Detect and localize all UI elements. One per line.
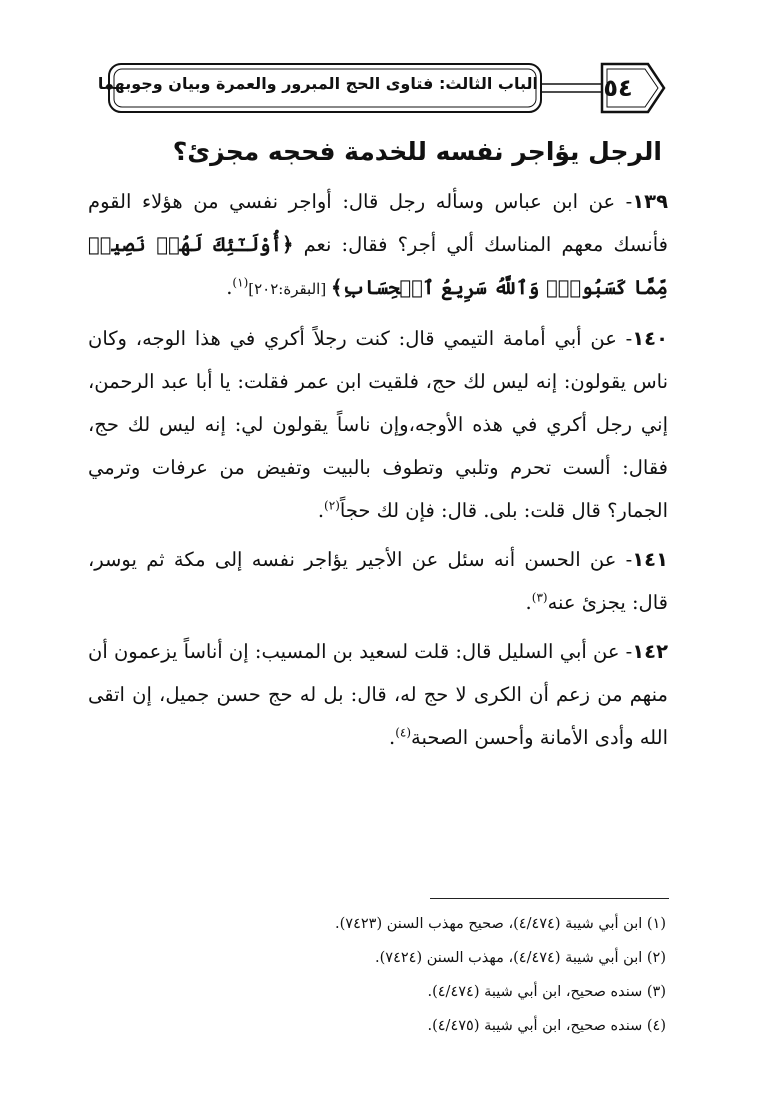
paragraph-end: . <box>388 726 396 749</box>
hadith-number: ١٣٩ <box>632 190 668 213</box>
paragraph-139 <box>88 180 668 311</box>
page-header <box>97 58 668 118</box>
quran-verse: ﴿أُوْلَـٰٓئِكَ لَهُمۡ نَصِيبٞ مِّمَّا كَسَبُواْۚ وَٱللَّهُ سَرِيعُ ٱلۡحِسَابِ﴾ <box>88 233 668 299</box>
paragraph-end: . <box>226 276 233 299</box>
hadith-number: ١٤٢ <box>632 640 668 663</box>
paragraph-140 <box>88 317 668 532</box>
main-content <box>88 128 668 765</box>
footnote-marker: (٤) <box>395 725 412 740</box>
paragraph-end: . <box>317 499 325 522</box>
footnote-1: (١) ابن أبي شيبة (٤/٤٧٤)، صحيح مهذب السنن (٧٤٢٣). <box>335 916 666 932</box>
footnote-divider <box>430 898 669 899</box>
paragraph-142 <box>88 630 668 759</box>
hadith-number: ١٤٠ <box>632 327 668 350</box>
verse-reference: [البقرة:٢٠٢] <box>248 280 331 298</box>
paragraph-end: . <box>525 591 532 614</box>
page-number: ٥٤ <box>603 74 633 102</box>
footnote-marker: (١) <box>232 275 249 290</box>
footnote-2: (٢) ابن أبي شيبة (٤/٤٧٤)، مهذب السنن (٧٤٢٤). <box>375 950 666 966</box>
footnotes <box>88 907 668 1043</box>
paragraph-text: - عن ابن عباس وسأله رجل قال: أواجر نفسي من هؤلاء القوم فأنسك معهم المناسك ألي أجر؟ فقال: نعم <box>88 190 668 256</box>
hadith-number: ١٤١ <box>632 548 668 571</box>
paragraph-141 <box>88 538 668 624</box>
chapter-title: الباب الثالث: فتاوى الحج المبرور والعمرة وبيان وجوبهما <box>97 74 538 93</box>
paragraph-text: - عن أبي السليل قال: قلت لسعيد بن المسيب: إن أناساً يزعمون أن منهم من زعم أن الكرى لا حج له، قال: بل له حج حسن جميل، إن اتقى الله وأدى الأمانة وأحسن الصحبة <box>88 640 668 749</box>
footnote-3: (٣) سنده صحيح، ابن أبي شيبة (٤/٤٧٤). <box>427 984 666 1000</box>
paragraph-text: - عن أبي أمامة التيمي قال: كنت رجلاً أكري في هذا الوجه، وكان ناس يقولون: إنه ليس لك حج، فلقيت ابن عمر فقلت: يا أبا عبد الرحمن، إني رجل أكري في هذه الأوجه،وإن ناساً يقولون لي: إنه ليس لك حج، فقال: ألست تحرم وتلبي وتطوف بالبيت وتفيض من عرفات وترمي الجمار؟ قال قلت: بلى. قال: فإن لك حجاً <box>88 327 668 522</box>
paragraph-text: - عن الحسن أنه سئل عن الأجير يؤاجر نفسه إلى مكة ثم يوسر، قال: يجزئ عنه <box>88 548 668 614</box>
footnote-marker: (٢) <box>324 498 340 513</box>
footnote-4: (٤) سنده صحيح، ابن أبي شيبة (٤/٤٧٥). <box>427 1018 666 1034</box>
footnote-marker: (٣) <box>531 590 548 605</box>
section-title: الرجل يؤاجر نفسه للخدمة فحجه مجزئ؟ <box>172 137 662 166</box>
